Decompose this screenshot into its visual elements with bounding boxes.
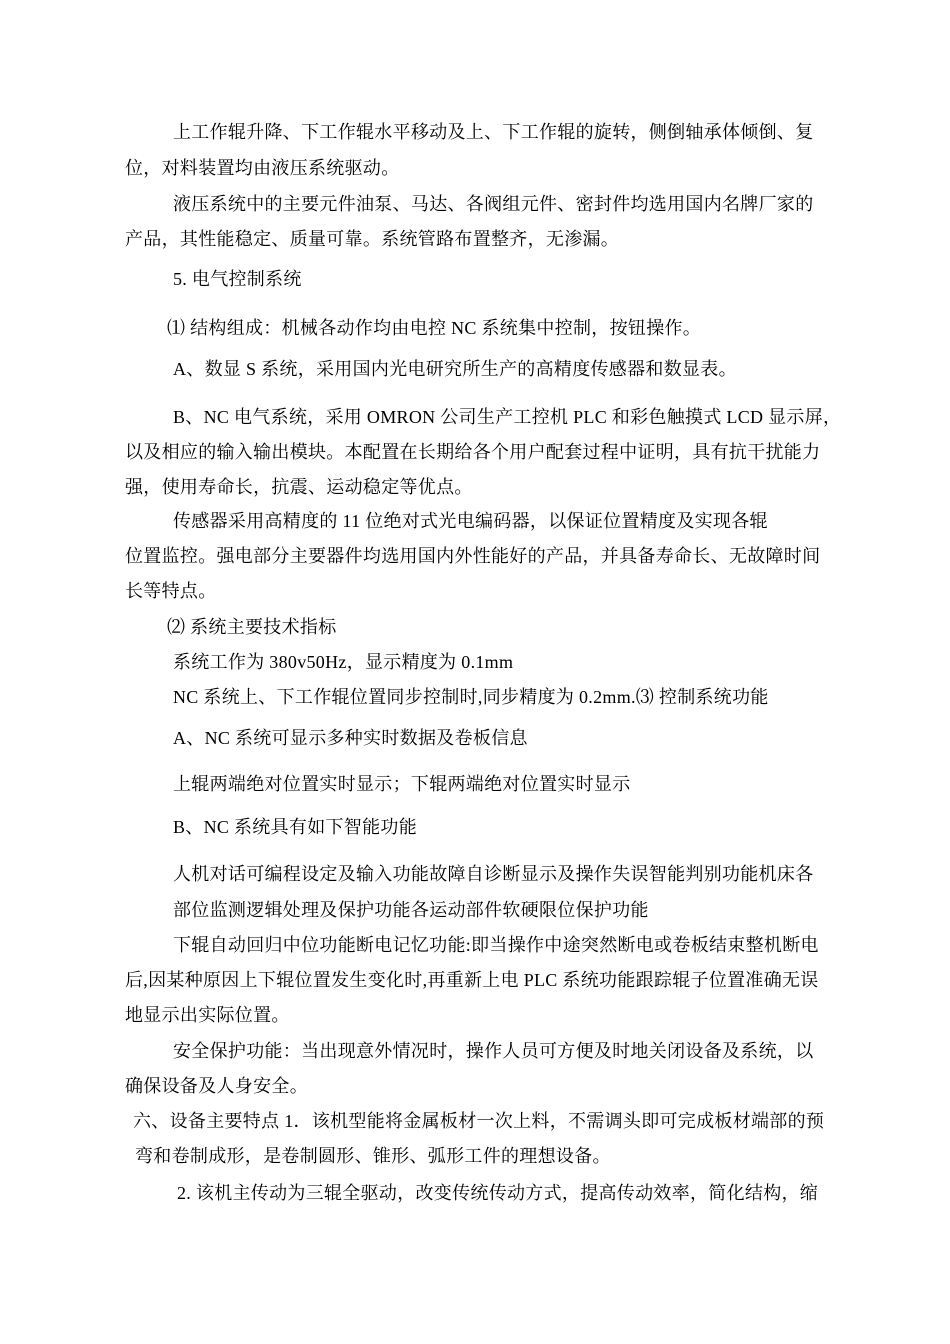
text-line: 弯和卷制成形，是卷制圆形、锥形、弧形工件的理想设备。 [135, 1146, 611, 1166]
text-line: 部位监测逻辑处理及保护功能各运动部件软硬限位保护功能 [173, 900, 649, 920]
text-line: ⑵ 系统主要技术指标 [167, 617, 337, 637]
text-line: 产品，其性能稳定、质量可靠。系统管路布置整齐，无渗漏。 [125, 229, 620, 249]
text-line: B、NC 电气系统，采用 OMRON 公司生产工控机 PLC 和彩色触摸式 LCD 显示屏， [173, 407, 842, 427]
text-line: 强，使用寿命长，抗震、运动稳定等优点。 [125, 477, 473, 497]
text-line: A、NC 系统可显示多种实时数据及卷板信息 [173, 728, 528, 748]
text-line: 位置监控。强电部分主要器件均选用国内外性能好的产品，并具备寿命长、无故障时间 [125, 546, 821, 566]
text-line: 上辊两端绝对位置实时显示；下辊两端绝对位置实时显示 [173, 774, 631, 794]
text-line: 位，对料装置均由液压系统驱动。 [125, 158, 400, 178]
text-line: 液压系统中的主要元件油泵、马达、各阀组元件、密封件均选用国内名牌厂家的 [173, 194, 814, 214]
text-line: 上工作辊升降、下工作辊水平移动及上、下工作辊的旋转，侧倒轴承体倾倒、复 [173, 122, 814, 142]
text-line: 长等特点。 [125, 581, 217, 601]
section-heading: 5. 电气控制系统 [173, 269, 302, 289]
text-line: 地显示出实际位置。 [125, 1005, 290, 1025]
text-line: 以及相应的输入输出模块。本配置在长期给各个用户配套过程中证明，具有抗干扰能力 [125, 442, 821, 462]
text-line: 六、设备主要特点 1．该机型能将金属板材一次上料，不需调头即可完成板材端部的预 [133, 1111, 825, 1131]
text-line: 确保设备及人身安全。 [125, 1076, 308, 1096]
text-line: B、NC 系统具有如下智能功能 [173, 817, 418, 837]
text-line: 人机对话可编程设定及输入功能故障自诊断显示及操作失误智能判别功能机床各 [173, 864, 814, 884]
text-line: 安全保护功能：当出现意外情况时，操作人员可方便及时地关闭设备及系统，以 [173, 1041, 814, 1061]
text-line: 系统工作为 380v50Hz，显示精度为 0.1mm [173, 652, 514, 672]
text-line: 后,因某种原因上下辊位置发生变化时,再重新上电 PLC 系统功能跟踪辊子位置准确无误 [125, 970, 819, 990]
text-line: 传感器采用高精度的 11 位绝对式光电编码器，以保证位置精度及实现各辊 [173, 511, 768, 531]
text-line: A、数显 S 系统，采用国内光电研究所生产的高精度传感器和数显表。 [173, 359, 737, 379]
text-line: 下辊自动回归中位功能断电记忆功能:即当操作中途突然断电或卷板结束整机断电 [173, 935, 819, 955]
text-line: 2. 该机主传动为三辊全驱动，改变传统传动方式，提高传动效率，简化结构，缩 [177, 1183, 819, 1203]
text-line: ⑴ 结构组成：机械各动作均由电控 NC 系统集中控制，按钮操作。 [167, 318, 702, 338]
text-line: NC 系统上、下工作辊位置同步控制时,同步精度为 0.2mm.⑶ 控制系统功能 [173, 687, 769, 707]
